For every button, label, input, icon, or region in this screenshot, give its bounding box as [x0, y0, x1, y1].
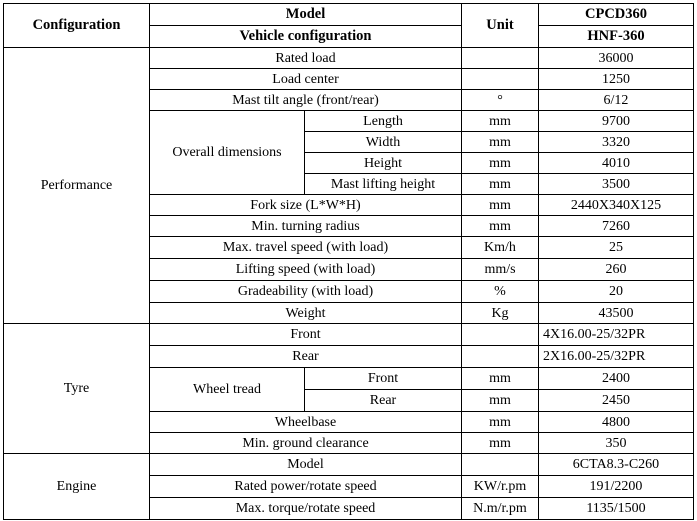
row-label: Min. ground clearance — [150, 433, 462, 454]
row-label: Min. turning radius — [150, 216, 462, 237]
model-header: Model — [150, 4, 462, 26]
row-label: Height — [305, 153, 462, 174]
table-row — [4, 48, 694, 69]
row-value: 1135/1500 — [539, 498, 694, 520]
row-value: 4800 — [539, 412, 694, 433]
row-label: Rear — [150, 346, 462, 368]
wheel-tread-label: Wheel tread — [150, 368, 305, 412]
row-unit: mm — [462, 412, 539, 433]
row-value: 25 — [539, 237, 694, 259]
table-row — [4, 324, 694, 346]
row-unit: Kg — [462, 303, 539, 324]
section-engine: Engine — [4, 454, 150, 520]
row-label: Mast tilt angle (front/rear) — [150, 90, 462, 111]
vehicle-configuration-header: Vehicle configuration — [150, 26, 462, 48]
row-value: 4X16.00-25/32PR — [539, 324, 694, 346]
vehicle-value: HNF-360 — [539, 26, 694, 48]
row-value: 3320 — [539, 132, 694, 153]
row-label: Gradeability (with load) — [150, 281, 462, 303]
row-value: 191/2200 — [539, 476, 694, 498]
row-unit: mm — [462, 174, 539, 195]
section-tyre: Tyre — [4, 324, 150, 454]
row-unit — [462, 324, 539, 346]
row-unit: mm — [462, 153, 539, 174]
row-label: Width — [305, 132, 462, 153]
row-value: 36000 — [539, 48, 694, 69]
row-unit — [462, 454, 539, 476]
row-value: 260 — [539, 259, 694, 281]
row-value: 2X16.00-25/32PR — [539, 346, 694, 368]
row-label: Mast lifting height — [305, 174, 462, 195]
row-unit — [462, 346, 539, 368]
unit-header: Unit — [462, 4, 539, 48]
row-value: 2450 — [539, 390, 694, 412]
row-unit: mm — [462, 195, 539, 216]
row-unit: mm — [462, 216, 539, 237]
model-value: CPCD360 — [539, 4, 694, 26]
row-label: Rated load — [150, 48, 462, 69]
row-label: Model — [150, 454, 462, 476]
overall-dimensions-label: Overall dimensions — [150, 111, 305, 195]
row-label: Weight — [150, 303, 462, 324]
row-unit: mm — [462, 368, 539, 390]
row-value: 1250 — [539, 69, 694, 90]
row-value: 350 — [539, 433, 694, 454]
row-value: 7260 — [539, 216, 694, 237]
row-label: Max. travel speed (with load) — [150, 237, 462, 259]
row-unit: mm — [462, 111, 539, 132]
row-label: Fork size (L*W*H) — [150, 195, 462, 216]
row-label: Rated power/rotate speed — [150, 476, 462, 498]
row-value: 2440X340X125 — [539, 195, 694, 216]
row-label: Load center — [150, 69, 462, 90]
row-value: 2400 — [539, 368, 694, 390]
row-unit: N.m/r.pm — [462, 498, 539, 520]
row-label: Length — [305, 111, 462, 132]
row-unit: mm — [462, 433, 539, 454]
row-label: Front — [305, 368, 462, 390]
row-unit: KW/r.pm — [462, 476, 539, 498]
table-row — [4, 454, 694, 476]
row-unit: mm — [462, 390, 539, 412]
row-value: 6/12 — [539, 90, 694, 111]
row-unit: mm — [462, 132, 539, 153]
row-unit: % — [462, 281, 539, 303]
row-unit — [462, 48, 539, 69]
row-label: Wheelbase — [150, 412, 462, 433]
row-label: Rear — [305, 390, 462, 412]
row-label: Lifting speed (with load) — [150, 259, 462, 281]
header-row-model — [4, 4, 694, 26]
row-unit: mm/s — [462, 259, 539, 281]
row-unit: Km/h — [462, 237, 539, 259]
section-performance: Performance — [4, 48, 150, 324]
row-value: 3500 — [539, 174, 694, 195]
specification-table — [3, 3, 694, 520]
row-value: 9700 — [539, 111, 694, 132]
row-label: Front — [150, 324, 462, 346]
row-value: 20 — [539, 281, 694, 303]
configuration-header: Configuration — [4, 4, 150, 48]
row-label: Max. torque/rotate speed — [150, 498, 462, 520]
row-value: 43500 — [539, 303, 694, 324]
row-value: 6CTA8.3-C260 — [539, 454, 694, 476]
row-unit — [462, 69, 539, 90]
row-unit: ° — [462, 90, 539, 111]
row-value: 4010 — [539, 153, 694, 174]
